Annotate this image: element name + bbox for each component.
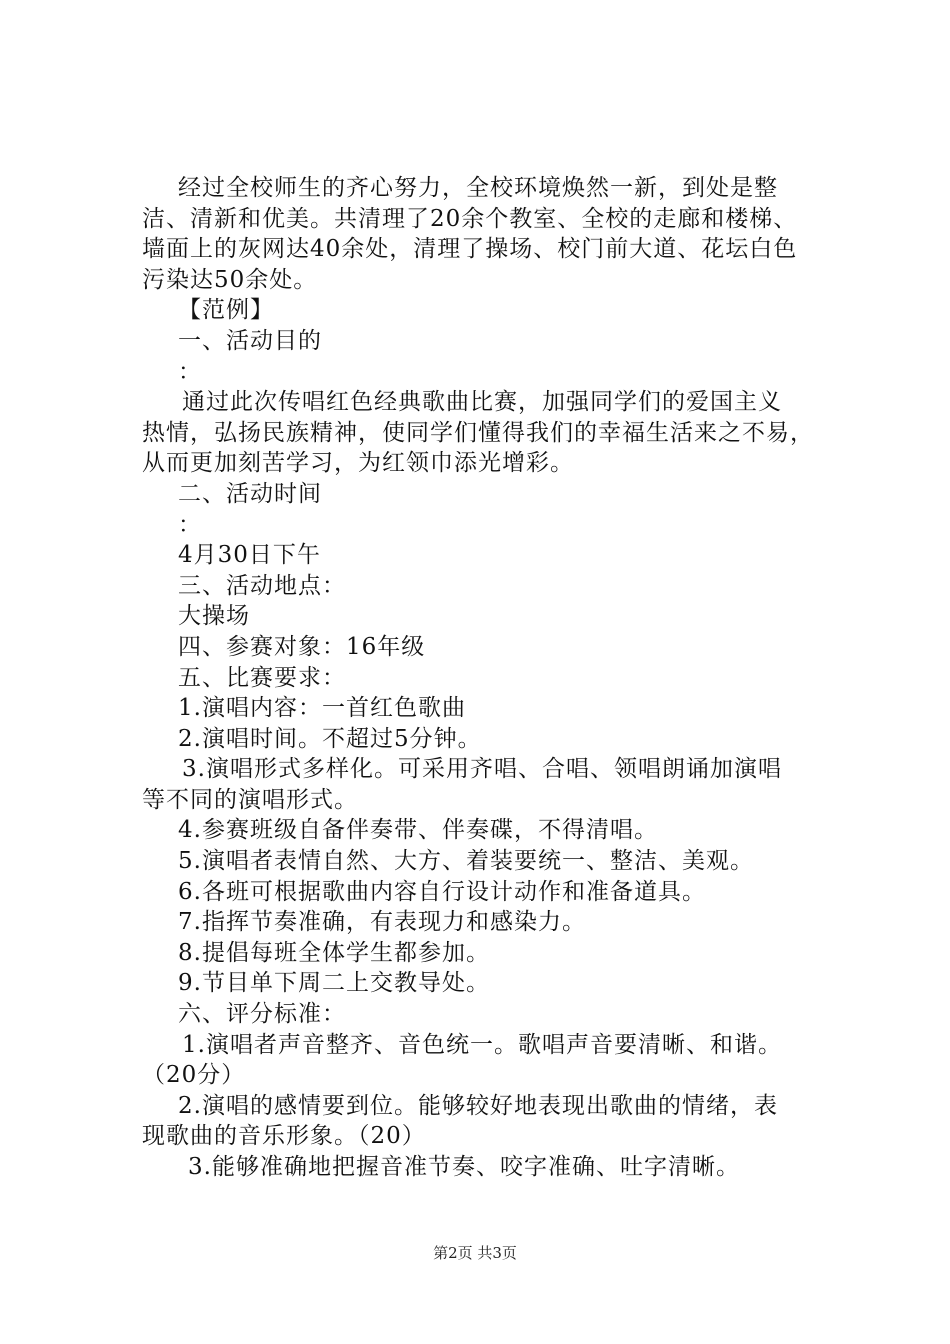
document-body (142, 173, 842, 1183)
text-line: 污染达50余处。 (142, 266, 318, 293)
text-line: 8.提倡每班全体学生都参加。 (178, 939, 490, 966)
text-line: ： (178, 358, 202, 385)
text-line: 经过全校师生的齐心努力，全校环境焕然一新，到处是整 (178, 175, 778, 201)
text-line: 7.指挥节奏准确，有表现力和感染力。 (178, 909, 586, 936)
text-line: 2.演唱时间。不超过5分钟。 (178, 725, 482, 752)
text-line: 现歌曲的音乐形象。（20） (142, 1123, 426, 1150)
text-line: 二、活动时间 (178, 480, 322, 507)
text-line: 【范例】 (178, 297, 274, 324)
text-line: 4.参赛班级自备伴奏带、伴奏碟，不得清唱。 (178, 817, 658, 844)
text-line: 三、活动地点： (178, 572, 346, 599)
text-line: 大操场 (178, 603, 250, 630)
text-line: 6.各班可根据歌曲内容自行设计动作和准备道具。 (178, 878, 706, 905)
text-line: 一、活动目的 (178, 327, 322, 354)
text-line: （20分） (142, 1062, 246, 1089)
text-line: 2.演唱的感情要到位。能够较好地表现出歌曲的情绪，表 (178, 1092, 778, 1119)
text-line: 3.能够准确地把握音准节奏、咬字准确、吐字清晰。 (188, 1154, 740, 1180)
text-line: 4月30日下午 (178, 542, 321, 569)
text-line: 墙面上的灰网达40余处，清理了操场、校门前大道、花坛白色 (142, 236, 798, 263)
page-footer: 第2页 共3页 (433, 1244, 517, 1262)
text-line: 从而更加刻苦学习，为红领巾添光增彩。 (142, 450, 574, 477)
text-line: 六、评分标准： (178, 1001, 346, 1028)
text-line: 1.演唱者声音整齐、音色统一。歌唱声音要清晰、和谐。 (182, 1031, 782, 1058)
text-line: 洁、清新和优美。共清理了20余个教室、全校的走廊和楼梯、 (142, 205, 798, 232)
text-line: 5.演唱者表情自然、大方、着装要统一、整洁、美观。 (178, 848, 754, 875)
text-line: 3.演唱形式多样化。可采用齐唱、合唱、领唱朗诵加演唱 (182, 756, 782, 783)
text-line: 四、参赛对象：16年级 (178, 633, 426, 660)
text-line: 五、比赛要求： (178, 664, 346, 691)
text-line: 等不同的演唱形式。 (142, 786, 358, 813)
text-line: 通过此次传唱红色经典歌曲比赛，加强同学们的爱国主义 (182, 389, 782, 416)
text-line: ： (178, 511, 202, 538)
text-line: 1.演唱内容：一首红色歌曲 (178, 695, 466, 722)
text-line: 9.节目单下周二上交教导处。 (178, 970, 490, 997)
text-line: 热情，弘扬民族精神，使同学们懂得我们的幸福生活来之不易， (142, 419, 814, 446)
